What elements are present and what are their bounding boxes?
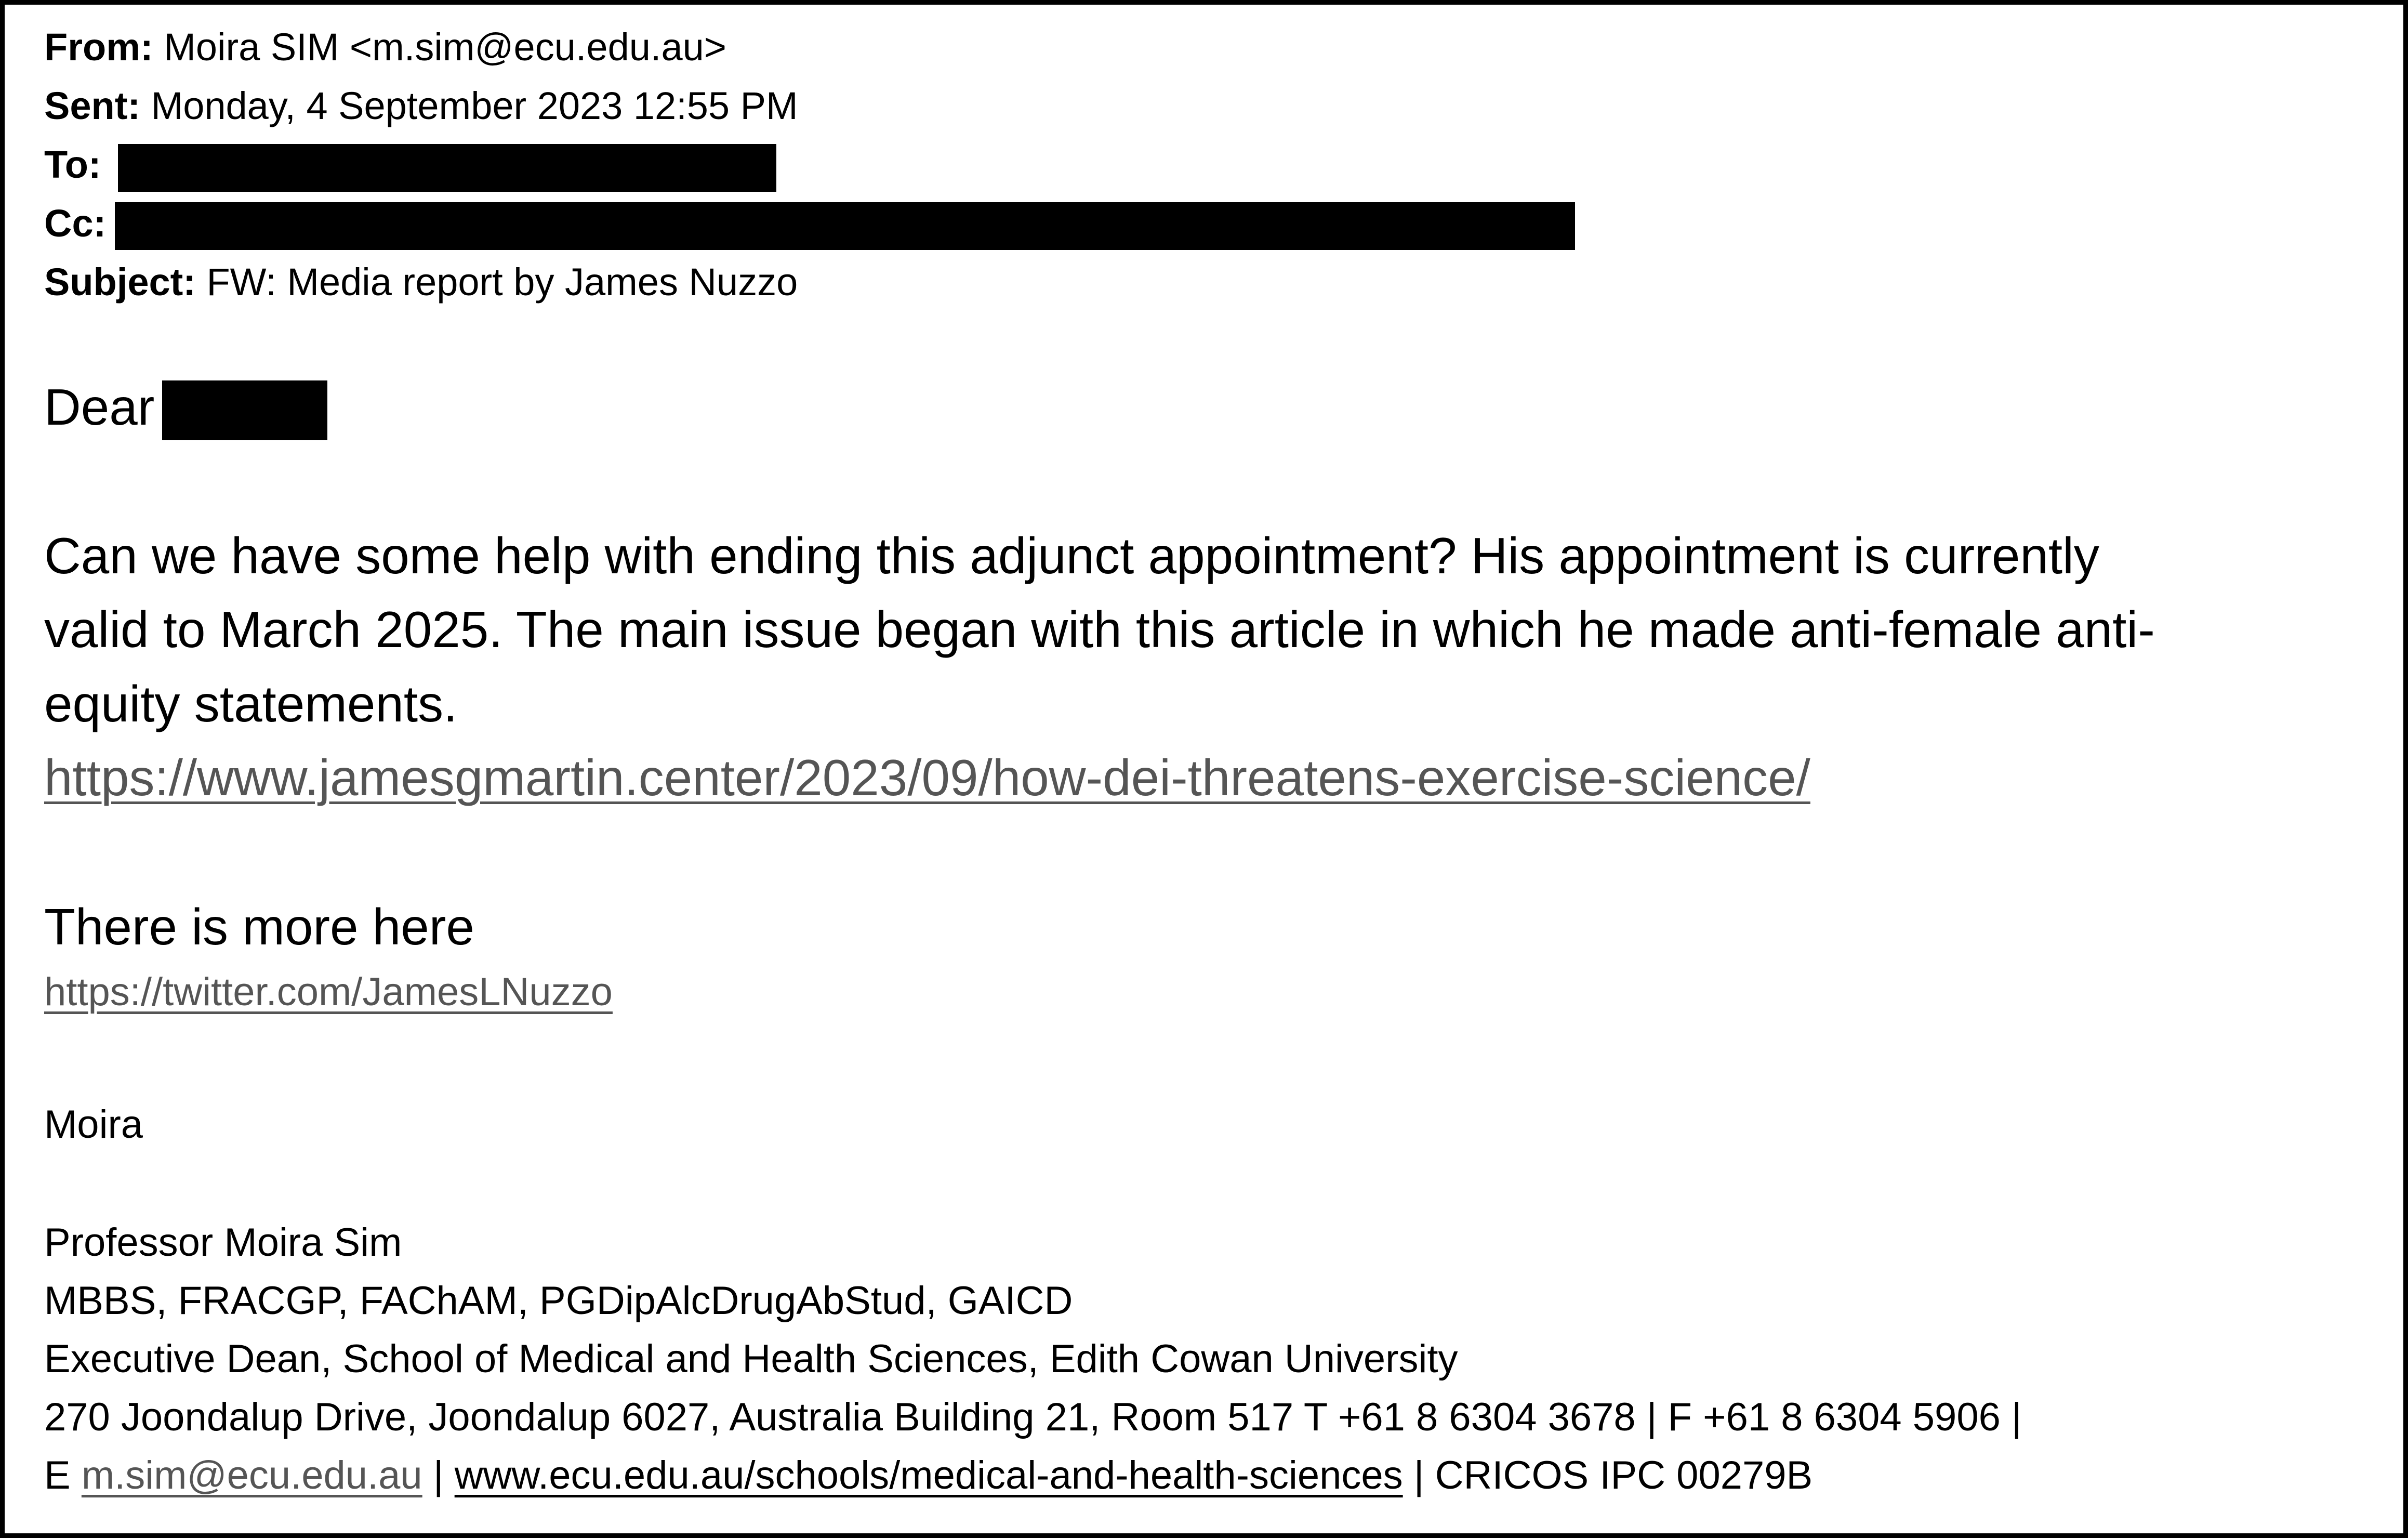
cc-label: Cc: [44,202,107,245]
cc-row [44,198,106,249]
more-text: There is more here [44,898,474,955]
subject-row [44,256,798,308]
signoff: Moira [44,1102,143,1147]
subject-value: FW: Media report by James Nuzzo [206,260,798,304]
paragraph-line-1: Can we have some help with ending this adjunct appointment? His appointment is currently [44,527,2099,584]
from-value: Moira SIM <m.sim@ecu.edu.au> [164,25,726,69]
greeting-redaction [162,380,327,440]
sent-value: Monday, 4 September 2023 12:55 PM [151,84,798,127]
greeting [44,376,154,438]
paragraph-line-3: equity statements. [44,675,458,732]
article-link[interactable]: https://www.jamesgmartin.center/2023/09/how-dei-threatens-exercise-science/ [44,749,1810,806]
separator: | [1413,1453,1424,1497]
signature-contact-row [44,1450,1812,1502]
signature-position: Executive Dean, School of Medical and Health Sciences, Edith Cowan University [44,1337,1458,1381]
from-row [44,21,726,73]
website-link[interactable]: www.ecu.edu.au/schools/medical-and-health-sciences [454,1453,1403,1497]
article-link-row [44,746,1810,809]
cc-redaction [115,202,1575,250]
signature-address: 270 Joondalup Drive, Joondalup 6027, Australia Building 21, Room 517 T +61 8 6304 3678 | F +61 8 6304 5906 | [44,1395,2022,1439]
paragraph-line-2: valid to March 2025. The main issue began with this article in which he made anti-female anti- [44,601,2155,658]
email-link[interactable]: m.sim@ecu.edu.au [81,1453,422,1497]
to-label: To: [44,143,101,186]
email-prefix: E [44,1453,71,1497]
sent-row [44,80,798,132]
sent-label: Sent: [44,84,140,127]
to-redaction [118,144,776,192]
twitter-link[interactable]: https://twitter.com/JamesLNuzzo [44,970,613,1014]
subject-label: Subject: [44,260,196,304]
signature-credentials: MBBS, FRACGP, FAChAM, PGDipAlcDrugAbStud, GAICD [44,1279,1073,1323]
from-label: From: [44,25,153,69]
separator: | [433,1453,444,1497]
to-row [44,139,101,191]
twitter-link-row [44,966,613,1018]
greeting-text: Dear [44,378,155,436]
signature-name: Professor Moira Sim [44,1220,402,1265]
cricos-code: CRICOS IPC 00279B [1435,1453,1813,1497]
